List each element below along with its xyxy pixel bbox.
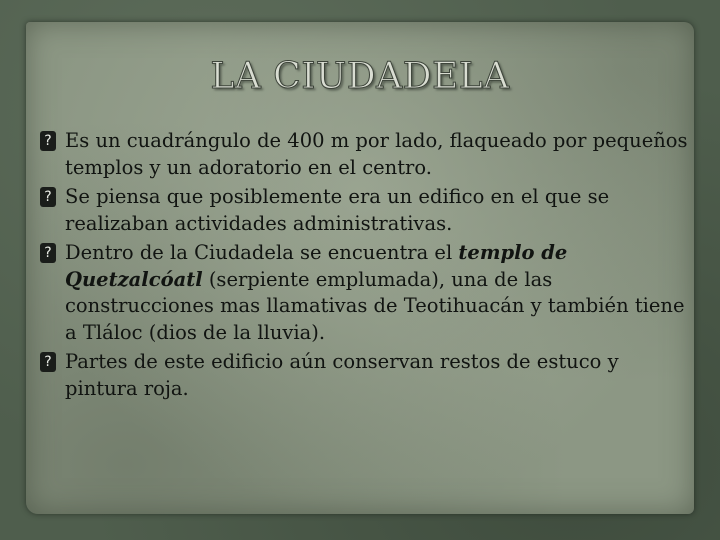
bullet-item bbox=[40, 184, 690, 237]
bullet-item bbox=[40, 128, 690, 181]
bullet-text: Partes de este edificio aún conservan restos de estuco y pintura roja. bbox=[65, 350, 619, 400]
missing-glyph-icon: ? bbox=[40, 352, 56, 372]
bullet-text: Se piensa que posiblemente era un edifico en el que se realizaban actividades administrativas. bbox=[65, 185, 610, 235]
slide-title: LA CIUDADELA bbox=[210, 56, 510, 97]
bullet-list bbox=[40, 128, 690, 405]
bullet-item bbox=[40, 349, 690, 402]
temple-name-emphasis: templo de Quetzalcóatl bbox=[65, 241, 568, 291]
missing-glyph-icon: ? bbox=[40, 187, 56, 207]
bullet-item bbox=[40, 240, 690, 346]
bullet-text-after: (serpiente emplumada), una de las construcciones mas llamativas de Teotihuacán y también tiene a Tláloc (dios de la lluvia). bbox=[65, 267, 685, 344]
missing-glyph-icon: ? bbox=[40, 131, 56, 151]
bullet-text: Es un cuadrángulo de 400 m por lado, flaqueado por pequeños templos y un adoratorio en el centro. bbox=[65, 129, 688, 179]
bullet-text-before: Dentro de la Ciudadela se encuentra el bbox=[65, 241, 459, 264]
missing-glyph-icon: ? bbox=[40, 243, 56, 263]
